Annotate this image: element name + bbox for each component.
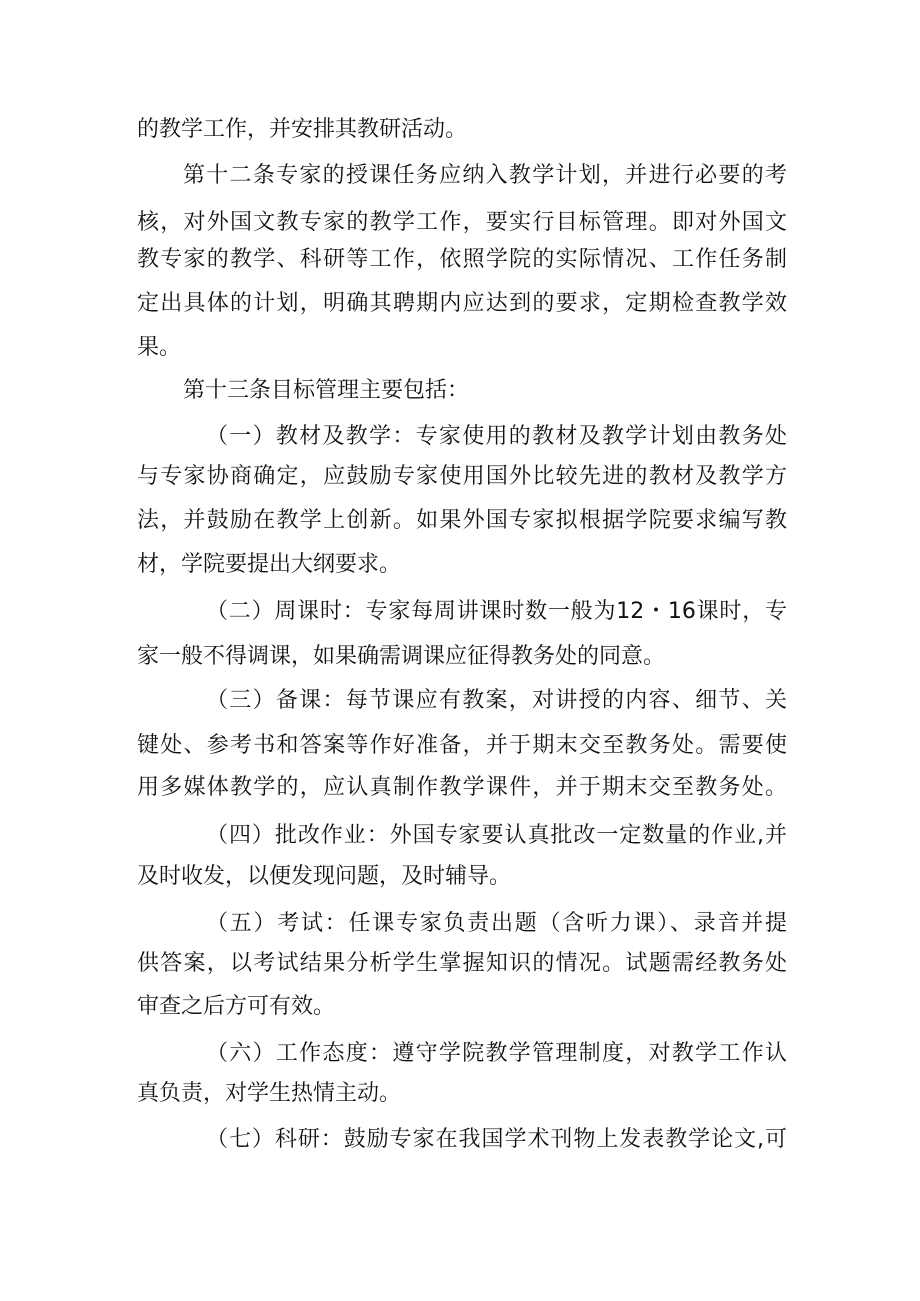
text-line: 第十二条专家的授课任务应纳入教学计划，并进行必要的考 — [183, 163, 787, 188]
text-line: 定出具体的计划，明确其聘期内应达到的要求，定期检查教学效 — [137, 291, 787, 316]
text-line: 键处、参考书和答案等作好准备，并于期末交至教务处。需要使 — [137, 733, 787, 758]
text-line: 材，学院要提出大纲要求。 — [137, 552, 402, 577]
text-line: 家一般不得调课，如果确需调课应征得教务处的同意。 — [137, 644, 666, 669]
text-line: 真负责，对学生热情主动。 — [137, 1081, 402, 1106]
text-line: 第十三条目标管理主要包括： — [183, 378, 470, 403]
text-line: 教专家的教学、科研等工作，依照学院的实际情况、工作任务制 — [137, 247, 787, 272]
text-line: 及时收发，以便发现问题，及时辅导。 — [137, 864, 512, 889]
text-line: （三）备课：每节课应有教案，对讲授的内容、细节、关 — [206, 688, 787, 713]
text-line: 果。 — [137, 335, 182, 360]
text-line: （六）工作态度：遵守学院教学管理制度，对教学工作认 — [206, 1041, 787, 1066]
text-line: （五）考试：任课专家负责出题（含听力课）、录音并提 — [206, 911, 787, 936]
text-line: 核，对外国文教专家的教学工作，要实行目标管理。即对外国文 — [137, 210, 787, 235]
text-line: 用多媒体教学的，应认真制作教学课件，并于期末交至教务处。 — [137, 775, 787, 800]
text-line: （四）批改作业：外国专家要认真批改一定数量的作业,并 — [206, 823, 787, 848]
text-line: （二）周课时：专家每周讲课时数一般为12・16课时，专 — [206, 599, 787, 624]
text-line: 法，并鼓励在教学上创新。如果外国专家拟根据学院要求编写教 — [137, 508, 787, 533]
text-line: 与专家协商确定，应鼓励专家使用国外比较先进的教材及教学方 — [137, 464, 787, 489]
text-line: 审查之后方可有效。 — [137, 994, 336, 1019]
text-line: 的教学工作，并安排其教研活动。 — [137, 117, 468, 142]
text-line: （一）教材及教学：专家使用的教材及教学计划由教务处 — [206, 424, 787, 449]
text-line: （七）科研：鼓励专家在我国学术刊物上发表教学论文,可 — [206, 1127, 787, 1152]
text-line: 供答案，以考试结果分析学生掌握知识的情况。试题需经教务处 — [137, 951, 787, 976]
